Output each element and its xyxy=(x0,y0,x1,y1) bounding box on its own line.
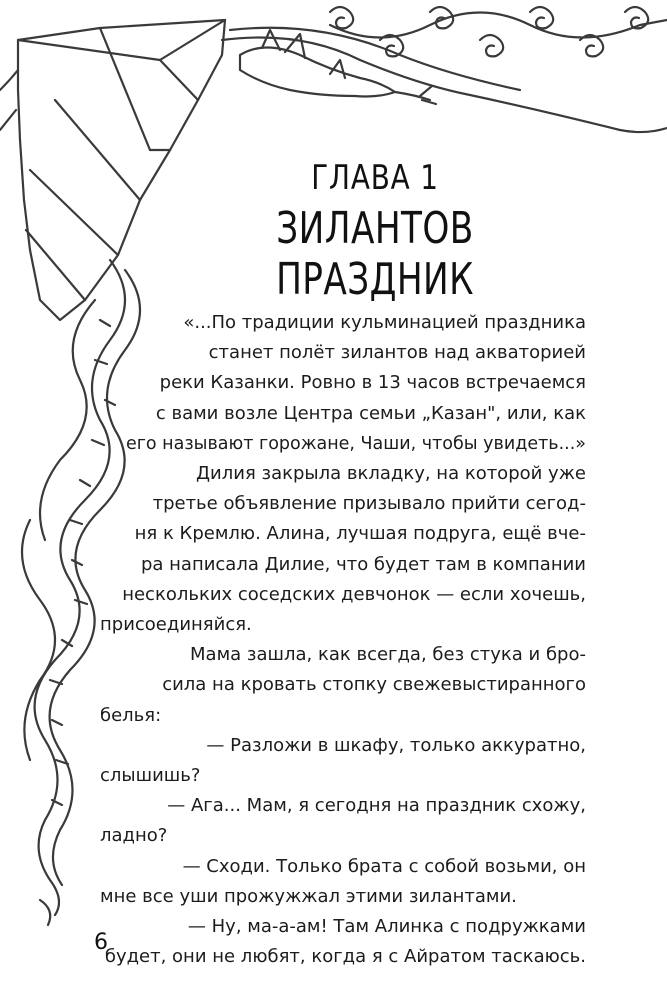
text-line: ра написала Дилие, что будет там в компании xyxy=(140,553,586,575)
text-line: нескольких соседских девчонок — если хочешь, xyxy=(122,583,586,605)
text-line: — Ну, ма-а-ам! Там Алинка с подружками xyxy=(187,916,586,938)
text-line: будет, они не любят, когда я с Айратом таскаюсь. xyxy=(104,946,586,968)
chapter-body-text xyxy=(100,308,586,972)
text-line: слышишь? xyxy=(100,765,201,787)
text-line: третье объявление призывало прийти сегод- xyxy=(152,493,586,515)
text-line: присоединяйся. xyxy=(100,614,252,636)
text-line: Мама зашла, как всегда, без стука и бро- xyxy=(190,644,586,666)
text-line: ня к Кремлю. Алина, лучшая подруга, ещё вче- xyxy=(134,523,586,545)
text-line: сила на кровать стопку свежевыстиранного xyxy=(162,674,586,696)
text-line: мне все уши прожужжал этими зилантами. xyxy=(100,885,517,907)
chapter-title: ЗИЛАНТОВ ПРАЗДНИК xyxy=(276,203,474,305)
text-line: станет полёт зилантов над акваторией xyxy=(208,342,586,364)
text-line: Дилия закрыла вкладку, на которой уже xyxy=(195,463,586,485)
text-line: белья: xyxy=(100,704,162,726)
text-line: с вами возле Центра семьи „Казан", или, как xyxy=(155,402,586,424)
text-line: «...По традиции кульминацией праздника xyxy=(183,312,586,333)
dragon-head-icon xyxy=(240,48,395,97)
wing-bone-icon xyxy=(18,28,160,300)
text-line: — Разложи в шкафу, только аккуратно, xyxy=(206,734,586,756)
page-number: 6 xyxy=(94,930,108,955)
wing-frame-icon xyxy=(18,20,225,320)
spiral-ornament-icon xyxy=(330,7,667,56)
text-line: — Ага... Мам, я сегодня на праздник схожу, xyxy=(167,795,586,817)
text-line: — Сходи. Только брата с собой возьми, он xyxy=(182,855,586,877)
chapter-number: ГЛАВА 1 xyxy=(311,158,439,198)
text-line: ладно? xyxy=(100,825,168,847)
text-line: его называют горожане, Чаши, чтобы увидеть...» xyxy=(125,433,586,454)
text-line: реки Казанки. Ровно в 13 часов встречаемся xyxy=(159,372,586,394)
